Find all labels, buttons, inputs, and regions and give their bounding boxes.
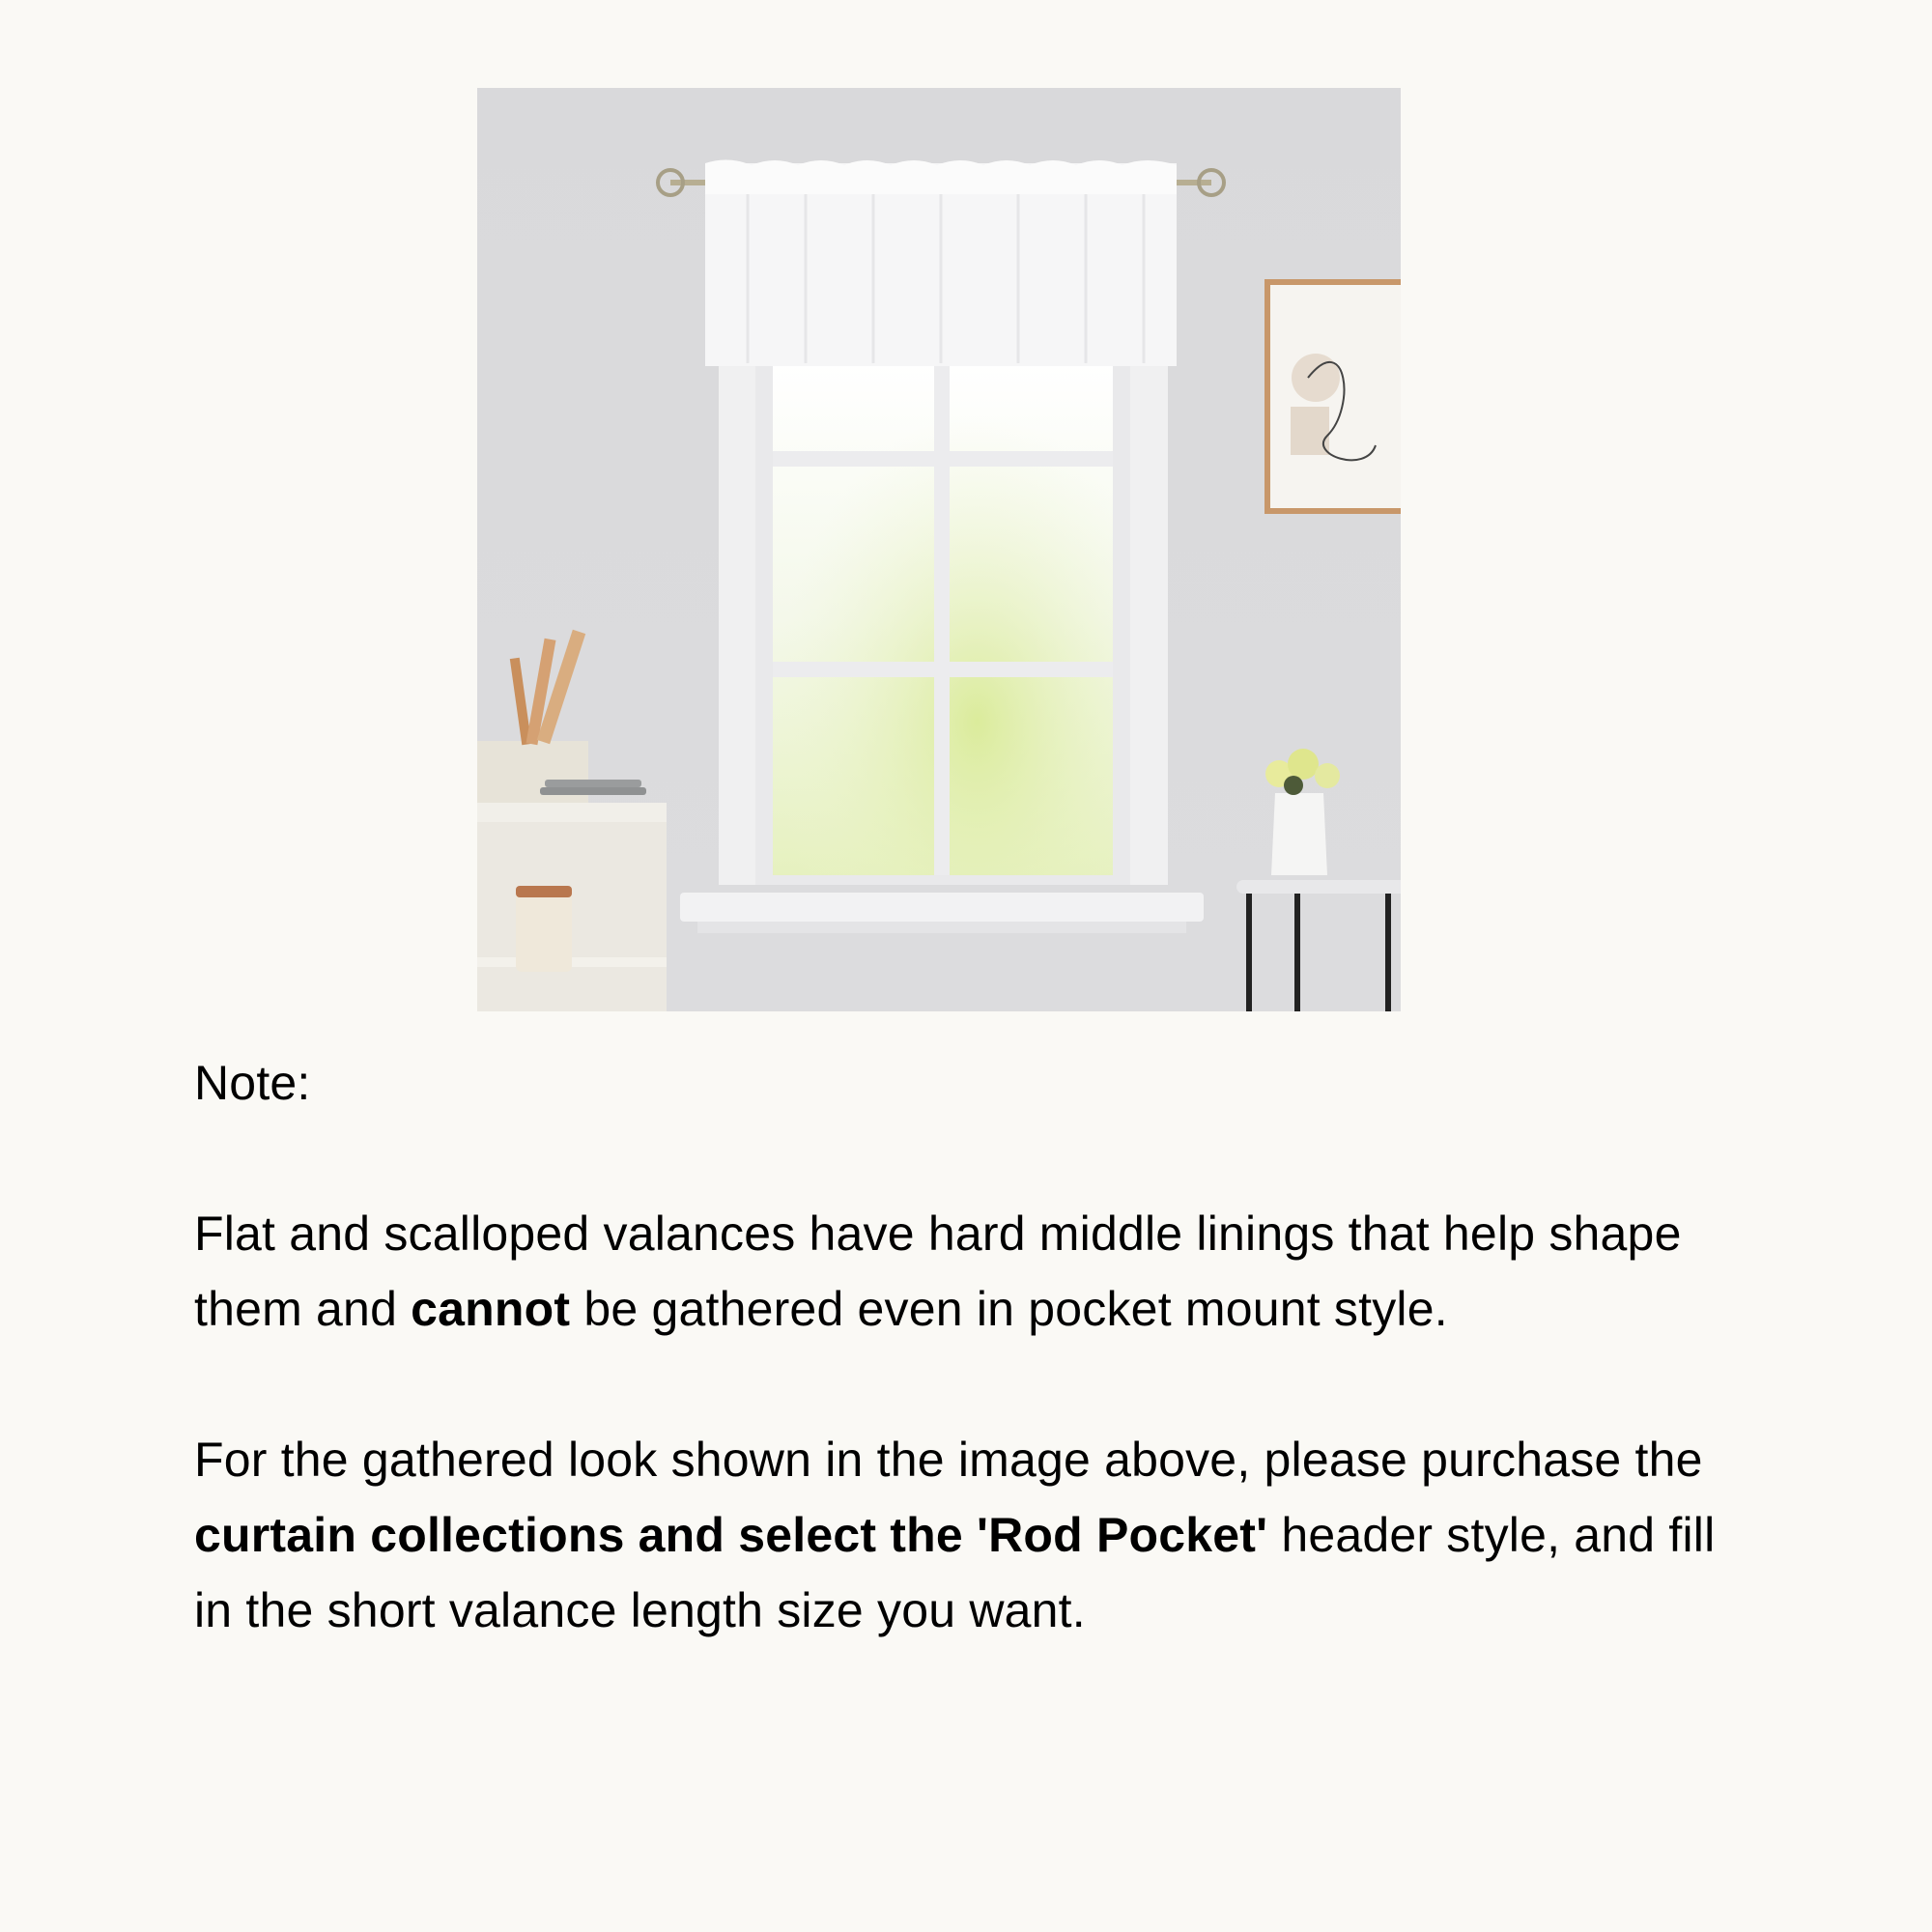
emphasis-rod-pocket: curtain collections and select the 'Rod Pocket' [194,1508,1268,1562]
note-paragraph-rod-pocket [194,1422,1759,1648]
valance-window-scene [477,88,1401,1011]
note-text-block [194,1045,1759,1648]
paragraph-text: Flat and scalloped valances have hard middle linings that help shape them and [194,1207,1682,1336]
spacer [194,1121,1759,1196]
spacer [194,1347,1759,1422]
paragraph-text: be gathered even in pocket mount style. [570,1282,1448,1336]
product-photo [477,88,1401,1011]
paragraph-text: header style, and fill in the short valance length size you want. [194,1508,1716,1637]
note-paragraph-linings [194,1196,1759,1347]
emphasis-cannot: cannot [411,1282,571,1336]
note-heading: Note: [194,1056,311,1110]
paragraph-text: For the gathered look shown in the image above, please purchase the [194,1433,1703,1487]
